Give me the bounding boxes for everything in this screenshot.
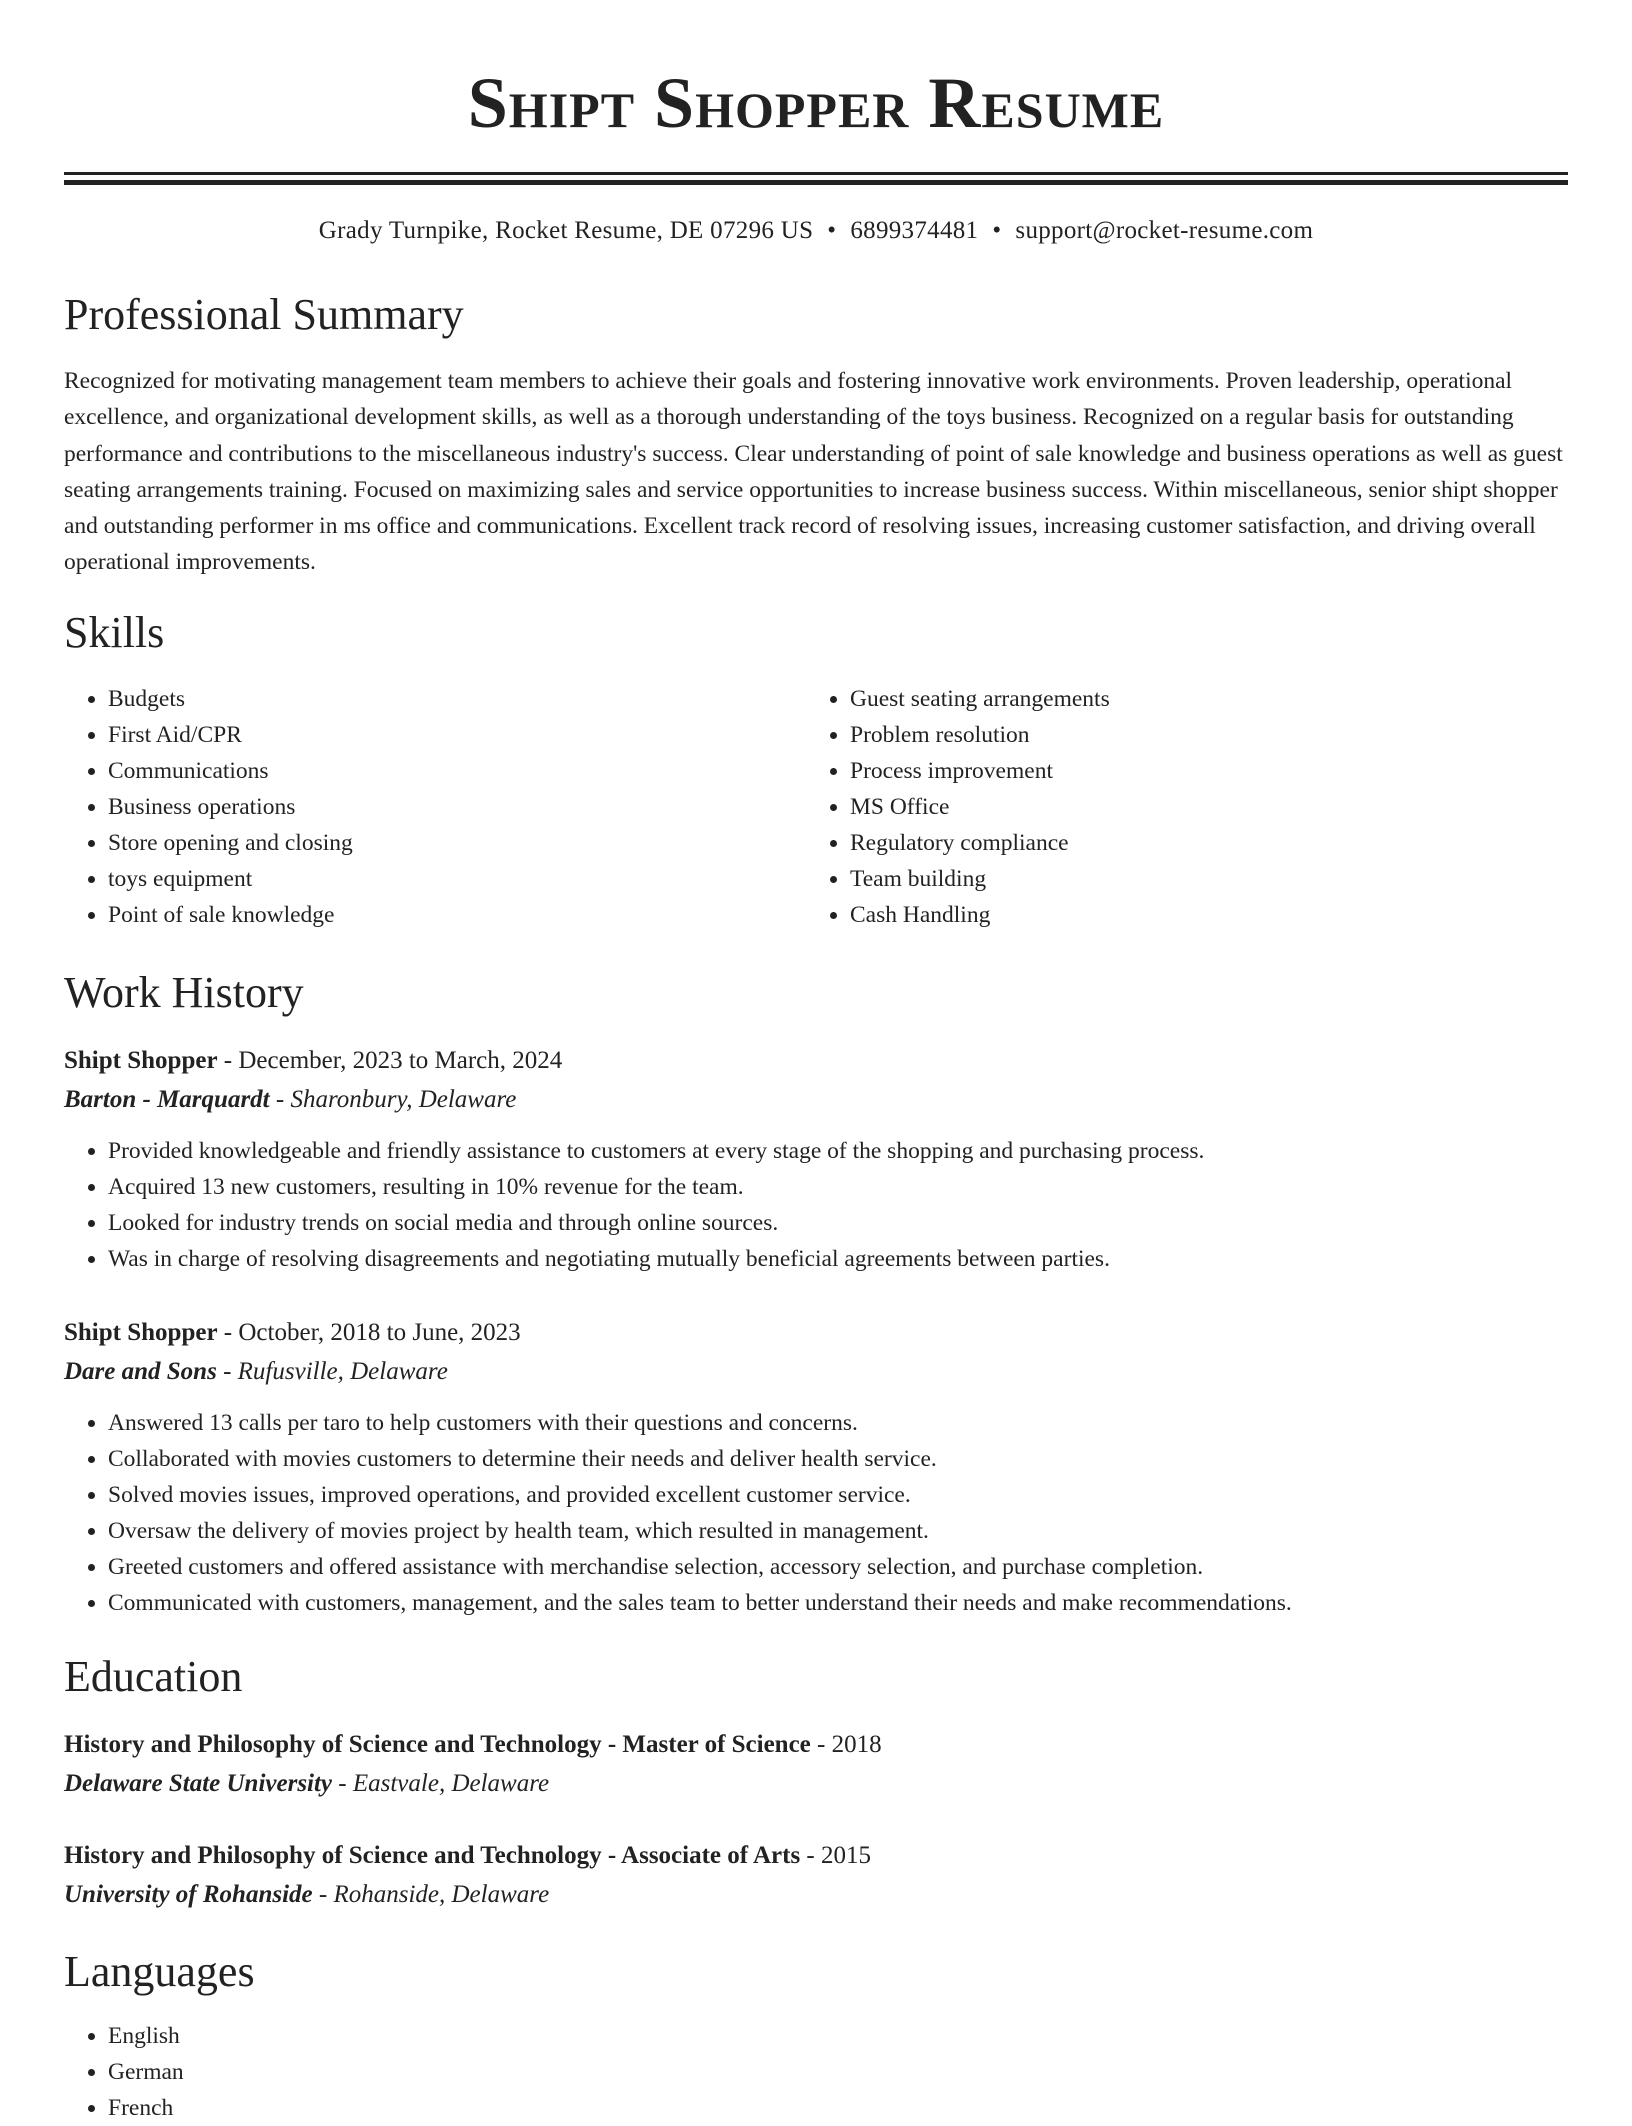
education-school-line [64,1764,1568,1803]
job-duty: • Communicated with customers, management, and the sales team to better understand their needs and make recommendations. [108,1585,1568,1621]
skill-item: • Cash Handling [850,897,1548,933]
contact-address: Grady Turnpike, Rocket Resume, DE 07296 US [318,217,814,244]
languages-list [64,2018,1568,2126]
skill-item: • Business operations [108,789,806,825]
education-year: - 2015 [800,1841,871,1869]
job-duty: • Answered 13 calls per taro to help customers with their questions and concerns. [108,1405,1568,1441]
skills-heading: Skills [64,607,165,657]
job-duty: • Provided knowledgeable and friendly assistance to customers at every stage of the shopping and purchasing process. [108,1133,1568,1169]
skill-item: • toys equipment [108,861,806,897]
education-school: University of Rohanside [64,1880,313,1908]
education-school: Delaware State University [64,1769,333,1797]
education-entry [64,1836,1568,1914]
job-company: Barton - Marquardt [64,1085,270,1113]
skills-column-left [64,681,806,933]
skill-item: • Store opening and closing [108,825,806,861]
job-duty: • Acquired 13 new customers, resulting in 10% revenue for the team. [108,1169,1568,1205]
job-location: - Sharonbury, Delaware [269,1085,517,1113]
resume-title: Shipt Shopper Resume [467,63,1165,143]
skill-item: • Team building [850,861,1548,897]
job-duty: • Oversaw the delivery of movies project by health team, which resulted in management. [108,1513,1568,1549]
job-company: Dare and Sons [64,1357,217,1385]
job-company-line [64,1080,1568,1119]
summary-heading: Professional Summary [64,290,464,339]
summary-text: Recognized for motivating management team members to achieve their goals and fostering innovative work environments. Proven leadership, operational excellence, and organizational development skills, as well as a thorough understanding of the toys business. Recognized on a regular basis for outstanding performance and contributions to the miscellaneous industry's success. Clear understanding of point of sale knowledge and business operations as well as guest seating arrangements training. Focused on maximizing sales and service opportunities to increase business success. Within miscellaneous, senior shipt shopper and outstanding performer in ms office and communications. Excellent track record of resolving issues, increasing customer satisfaction, and driving overall operational improvements. [64,368,1563,576]
skill-item: • Point of sale knowledge [108,897,806,933]
education-degree-line [64,1836,1568,1875]
job-title: Shipt Shopper [64,1046,218,1074]
education-entry [64,1725,1568,1803]
skill-item: • MS Office [850,789,1548,825]
skill-item: • Regulatory compliance [850,825,1548,861]
skill-item: • Budgets [108,681,806,717]
contact-phone: 6899374481 [850,217,979,244]
skill-item: • First Aid/CPR [108,717,806,753]
language-item: • French [108,2090,1568,2126]
contact-email[interactable]: support@rocket-resume.com [1015,217,1314,244]
skills-grid [64,681,1568,933]
job-duties-list [64,1405,1568,1621]
skill-item: • Process improvement [850,753,1548,789]
job-dates: - December, 2023 to March, 2024 [217,1046,563,1074]
skills-list-right [806,681,1548,933]
job-duties-list [64,1133,1568,1277]
skills-column-right [806,681,1548,933]
education-location: - Rohanside, Delaware [312,1880,550,1908]
education-heading: Education [64,1651,243,1701]
contact-separator: • [992,217,1002,244]
contact-separator: • [827,217,837,244]
job-duty: • Greeted customers and offered assistance with merchandise selection, accessory selection, and purchase completion. [108,1549,1568,1585]
languages-heading: Languages [64,1946,255,1996]
job-location: - Rufusville, Delaware [216,1357,448,1385]
job-entry [64,1041,1568,1277]
skill-item: • Guest seating arrangements [850,681,1548,717]
job-title-line [64,1041,1568,1080]
job-title: Shipt Shopper [64,1318,218,1346]
education-location: - Eastvale, Delaware [332,1769,550,1797]
title-rule-bottom [64,180,1568,185]
job-duty: • Solved movies issues, improved operations, and provided excellent customer service. [108,1477,1568,1513]
education-degree: History and Philosophy of Science and Technology - Master of Science [64,1730,811,1758]
skill-item: • Problem resolution [850,717,1548,753]
education-degree-line [64,1725,1568,1764]
job-duty: • Looked for industry trends on social media and through online sources. [108,1205,1568,1241]
title-rule-top [64,172,1568,175]
contact-line [64,213,1568,249]
skills-list-left [64,681,806,933]
job-entry [64,1313,1568,1621]
education-year: - 2018 [810,1730,882,1758]
language-item: • English [108,2018,1568,2054]
job-duty: • Collaborated with movies customers to determine their needs and deliver health service. [108,1441,1568,1477]
job-title-line [64,1313,1568,1352]
skill-item: • Communications [108,753,806,789]
education-school-line [64,1875,1568,1914]
job-company-line [64,1352,1568,1391]
language-item: • German [108,2054,1568,2090]
work-history-heading: Work History [64,967,304,1017]
job-dates: - October, 2018 to June, 2023 [217,1318,521,1346]
education-degree: History and Philosophy of Science and Technology - Associate of Arts [64,1841,801,1869]
job-duty: • Was in charge of resolving disagreements and negotiating mutually beneficial agreements between parties. [108,1241,1568,1277]
